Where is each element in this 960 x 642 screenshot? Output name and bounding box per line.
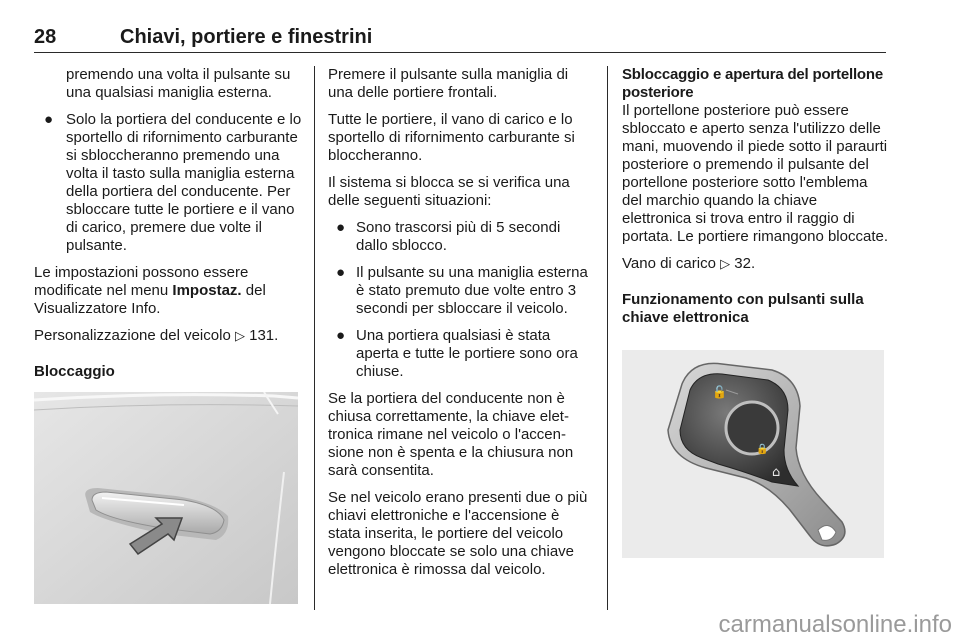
section-heading-key-buttons: Funzionamento con pulsanti sulla chiave elettronica [622, 291, 864, 326]
bullet-dot: ● [336, 327, 346, 344]
column-divider-1 [314, 66, 315, 610]
settings-paragraph: Le impostazioni possono essere modificate nel menu Impostaz. del Visualizzatore Info. [34, 264, 266, 317]
paragraph: Il portellone posteriore può essere sbloccato e aperto senza l'utilizzo delle mani, muovendo il piede sotto il paraurti posteriore o premendo il pulsante del portellone posteriore sotto l'emblema del marchio quando la chiave elettronica si trova entro il raggio di portata. Le portiere rimangono bloccate. [622, 102, 888, 245]
continued-text: premendo una volta il pulsante su una qualsiasi maniglia esterna. [66, 66, 291, 101]
door-handle-drawing [34, 392, 298, 604]
menu-name: Impostaz. [172, 282, 242, 299]
list-item [328, 264, 594, 318]
bullet-dot: ● [336, 264, 346, 281]
svg-text:⌂: ⌂ [772, 465, 781, 480]
column-2 [328, 66, 594, 588]
list-item-text: Sono trascorsi più di 5 secondi dallo sblocco. [356, 219, 561, 254]
paragraph: Se la portiera del conducente non è chiusa correttamente, la chiave elettronica rimane nel veicolo o l'accensione non è spenta e la chiusura non sarà consentita. [328, 390, 574, 479]
column-3 [622, 66, 888, 336]
list-item-text: Il pulsante su una maniglia esterna è stato premuto due volte entro 3 secondi per sbloccare il veicolo. [356, 264, 588, 317]
triangle-right-icon: ▷ [234, 328, 245, 343]
personalization-ref[interactable]: Personalizzazione del veicolo ▷ 131. [34, 327, 279, 344]
bullet-dot: ● [44, 111, 54, 128]
list-item-text: Solo la portiera del conducente e lo sportello di rifornimento carburante si sbloccheranno premendo una volta il tasto sulla maniglia esterna della portiera del conducente. Per sbloccare tutte le portiere e il vano di carico, premere due volte il pulsante. [66, 111, 302, 254]
key-fob-drawing [622, 350, 884, 558]
paragraph: Premere il pulsante sulla maniglia di una delle portiere frontali. [328, 66, 569, 101]
paragraph: Tutte le portiere, il vano di carico e lo sportello di rifornimento carburante si bloccheranno. [328, 111, 575, 164]
section-heading-bloccaggio: Bloccaggio [34, 363, 115, 380]
svg-text:🔓: 🔓 [712, 385, 727, 399]
list-item-text: Una portiera qualsiasi è stata aperta e tutte le portiere sono ora chiuse. [356, 327, 578, 380]
page-header [34, 0, 886, 53]
section-heading-tailgate: Sbloccaggio e apertura del portellone posteriore [622, 66, 883, 101]
page-title: Chiavi, portiere e finestrini [120, 26, 373, 48]
page-number: 28 [34, 26, 57, 48]
key-fob-illustration [622, 350, 884, 558]
column-divider-2 [607, 66, 608, 610]
column-1 [34, 66, 302, 390]
list-item [328, 219, 594, 255]
paragraph: Se nel veicolo erano presenti due o più chiavi elettroniche e l'accensione è stata inserita, le portiere del veicolo vengono bloccate se solo una chiave elettronica è rimossa dal veicolo. [328, 489, 588, 578]
bullet-dot: ● [336, 219, 346, 236]
list-item [328, 327, 594, 381]
door-handle-illustration [34, 392, 298, 604]
paragraph: Il sistema si blocca se si verifica una delle seguenti situazioni: [328, 174, 570, 209]
svg-text:🔒: 🔒 [756, 444, 769, 455]
triangle-right-icon: ▷ [720, 256, 731, 271]
watermark: carmanualsonline.info [718, 611, 952, 638]
list-item [34, 111, 302, 255]
cargo-ref[interactable]: Vano di carico ▷ 32. [622, 255, 756, 272]
